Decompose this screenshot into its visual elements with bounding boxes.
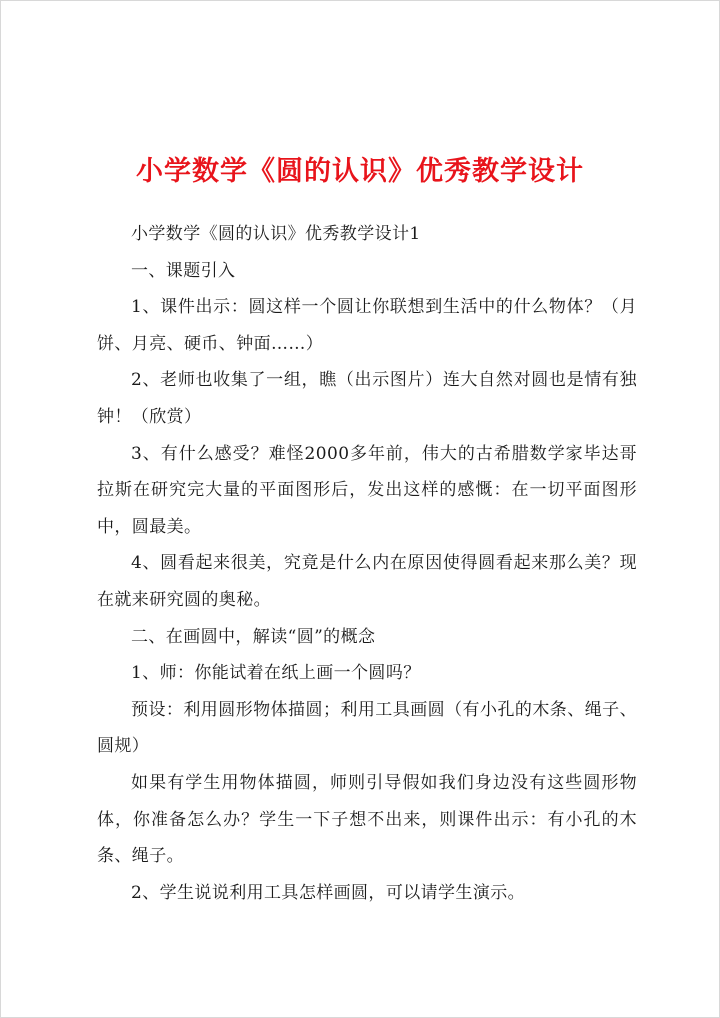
paragraph: 小学数学《圆的认识》优秀教学设计1 xyxy=(131,224,421,244)
document-title: 小学数学《圆的认识》优秀教学设计 xyxy=(136,156,584,187)
paragraph: 1、师：你能试着在纸上画一个圆吗？ xyxy=(131,663,421,684)
paragraph: 3、有什么感受？难怪2000多年前，伟大的古希腊数学家毕达哥拉斯在研究完大量的平面图形后，发出这样的感慨：在一切平面图形中，圆最美。 xyxy=(97,443,637,537)
paragraph: 预设：利用圆形物体描圆；利用工具画圆（有小孔的木条、绳子、圆规） xyxy=(97,699,637,757)
paragraph: 1、课件出示：圆这样一个圆让你联想到生活中的什么物体？（月饼、月亮、硬币、钟面……） xyxy=(97,297,637,354)
paragraph: 如果有学生用物体描圆，师则引导假如我们身边没有这些圆形物体，你准备怎么办？学生一下子想不出来，则课件出示：有小孔的木条、绳子。 xyxy=(97,772,637,867)
paragraph: 一、课题引入 xyxy=(131,260,236,281)
paragraph: 2、学生说说利用工具怎样画圆，可以请学生演示。 xyxy=(131,882,526,903)
paragraph: 2、老师也收集了一组，瞧（出示图片）连大自然对圆也是情有独钟！（欣赏） xyxy=(97,370,637,427)
paragraph: 二、在画圆中，解读“圆”的概念 xyxy=(131,626,376,647)
document-body xyxy=(97,216,637,911)
paragraph: 4、圆看起来很美，究竟是什么内在原因使得圆看起来那么美？现在就来研究圆的奥秘。 xyxy=(97,553,637,610)
